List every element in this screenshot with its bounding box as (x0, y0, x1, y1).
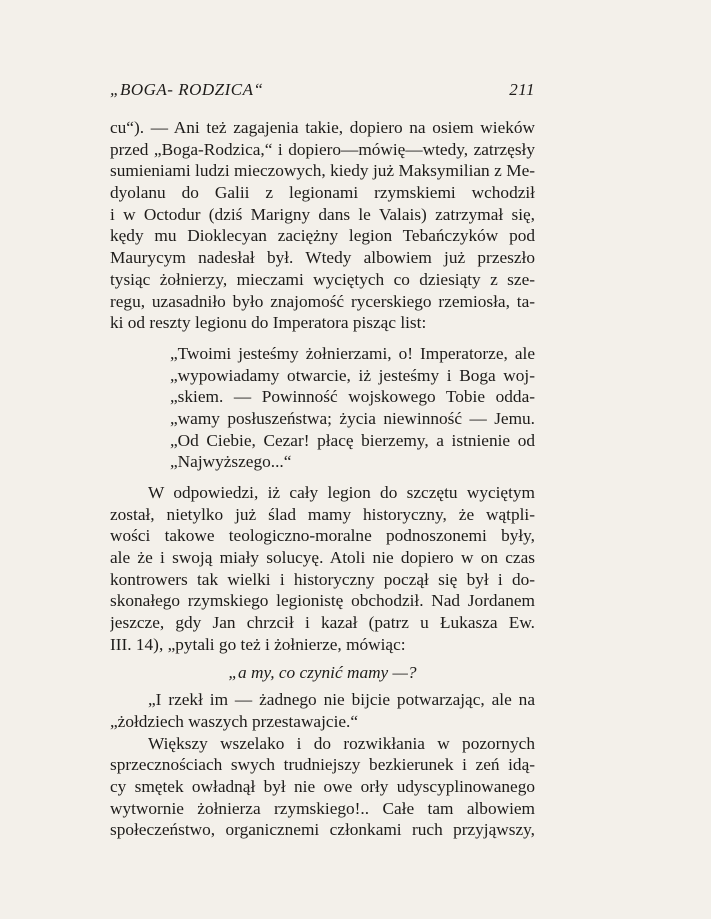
text-line: Maurycym nadesłał był. Wtedy albowiem już przeszło (110, 248, 535, 268)
text-line: „żołdziech waszych przestawajcie.“ (110, 711, 359, 731)
text-line: jeszcze, gdy Jan chrzcił i kazał (patrz u Łukasza Ew. (110, 613, 535, 633)
text-line: ale że i swoją miały solucyę. Atoli nie dopiero w on czas (110, 548, 535, 568)
spacer (110, 334, 535, 343)
text-line: dyolanu do Galii z legionami rzymskiemi wchodził (110, 183, 535, 203)
text-line: sprzecznościach swych trudniejszy bezkierunek i zeń idą- (110, 755, 535, 775)
quote-line: „wypowiadamy otwarcie, iż jesteśmy i Boga woj- (170, 365, 535, 385)
running-header (110, 80, 535, 106)
quote-line: „Najwyższego...“ (170, 452, 292, 472)
text-line: „I rzekł im — żadnego nie bijcie potwarzając, ale na (148, 690, 535, 710)
quote-line: „Od Ciebie, Cezar! płacę bierzemy, a istnienie od (170, 430, 535, 450)
text-line: Większy wszelako i do rozwikłania w pozornych (148, 733, 535, 753)
text-line: sumieniami ludzi mieczowych, kiedy już Maksymilian z Me- (110, 161, 535, 181)
text-line: regu, uzasadniło było znajomość rycerskiego rzemiosła, ta- (110, 291, 535, 311)
text-line: cu“). — Ani też zagajenia takie, dopiero na osiem wieków (110, 118, 535, 137)
quote-line: „skiem. — Powinność wojskowego Tobie odda- (170, 387, 535, 407)
text-line: społeczeństwo, organicznemi członkami ruch przyjąwszy, (110, 820, 535, 840)
text-line: kontrowers tak wielki i historyczny począł się był i do- (110, 569, 535, 589)
quote-line: „a my, co czynić mamy —? (228, 662, 417, 682)
text-line: W odpowiedzi, iż cały legion do szczętu wyciętym (148, 483, 535, 502)
text-line: III. 14), „pytali go też i żołnierze, mówiąc: (110, 634, 406, 654)
text-line: został, nietylko już ślad mamy historyczny, że wątpli- (110, 504, 535, 524)
text-line: cy smętek owładnął był nie owe orły udyscyplinowanego (110, 776, 535, 796)
text-line: kędy mu Dioklecyan zaciężny legion Tebańczyków pod (110, 226, 535, 246)
text-line: przed „Boga-Rodzica,“ i dopiero—mówię—wtedy, zatrzęsły (110, 139, 535, 159)
text-line: wości takowe teologiczno-moralne podnoszonemi były, (110, 526, 535, 546)
text-line: skonałego rzymskiego legionistę obchodził. Nad Jordanem (110, 591, 535, 611)
spacer (110, 473, 535, 482)
text-line: tysiąc żołnierzy, mieczami wyciętych co dziesiąty z sze- (110, 269, 535, 289)
quote-line: „wamy posłuszeństwa; życia niewinność — Jemu. (170, 408, 535, 428)
quote-line: „Twoimi jesteśmy żołnierzami, o! Imperatorze, ale (170, 343, 535, 363)
text-line: i w Octodur (dziś Marigny dans le Valais) zatrzymał się, (110, 204, 535, 224)
running-title: „BOGA- RODZICA“ (110, 80, 264, 99)
text-line: ki od reszty legionu do Imperatora pisząc list: (110, 313, 427, 333)
page-number: 211 (509, 80, 535, 99)
text-line: wytwornie żołnierza rzymskiego!.. Całe tam albowiem (110, 798, 535, 818)
body-text (110, 117, 535, 841)
